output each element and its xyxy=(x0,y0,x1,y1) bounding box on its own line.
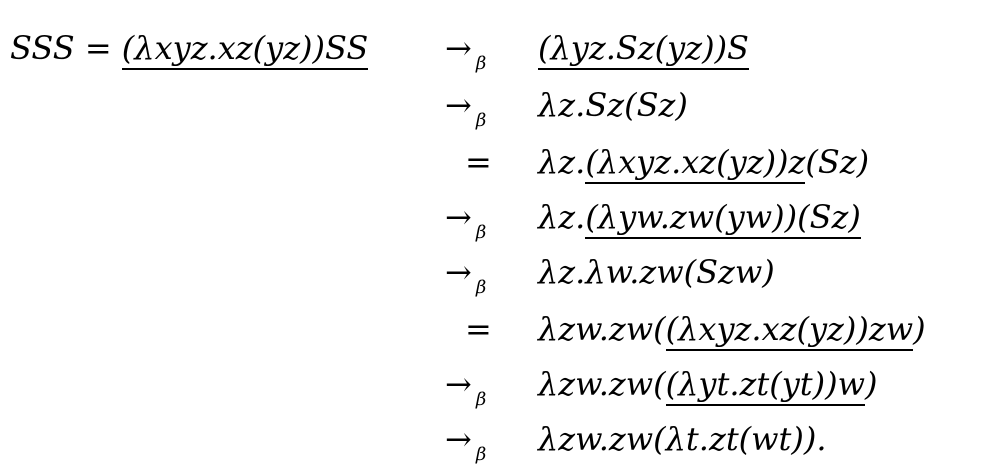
step-text-after: ) xyxy=(913,310,926,348)
step-expression-5 xyxy=(538,303,926,355)
step-redex: (λyz.Sz(yz))S xyxy=(538,29,749,70)
relation-3 xyxy=(445,191,525,249)
relation-7 xyxy=(445,413,525,471)
step-expression-4 xyxy=(538,246,775,298)
derivation-row-3 xyxy=(0,191,1002,243)
relation-subscript: β xyxy=(475,222,487,243)
relation-subscript: β xyxy=(475,389,487,410)
relation-symbol: = xyxy=(465,310,492,348)
step-text-after: ) xyxy=(865,365,878,403)
relation-6 xyxy=(445,358,525,416)
step-text: λzw.zw( xyxy=(538,310,666,348)
step-redex: (λyt.zt(yt))w xyxy=(666,365,865,406)
step-expression-1 xyxy=(538,79,688,131)
step-expression-0 xyxy=(538,22,749,74)
lhs-redex: (λxyz.xz(yz))SS xyxy=(122,29,369,70)
step-text-after: (Sz) xyxy=(805,143,870,181)
step-text: λzw.zw(λt.zt(wt)). xyxy=(538,420,827,458)
relation-symbol: → xyxy=(445,29,472,67)
step-redex: (λxyz.xz(yz))zw xyxy=(666,310,913,351)
relation-subscript: β xyxy=(475,444,487,465)
derivation-row-1 xyxy=(0,79,1002,131)
step-expression-7 xyxy=(538,413,827,465)
derivation-row-4 xyxy=(0,246,1002,298)
step-redex: (λxyz.xz(yz))z xyxy=(585,143,805,184)
step-text: λz.λw.zw(Szw) xyxy=(538,253,775,291)
relation-symbol: → xyxy=(445,86,472,124)
relation-0 xyxy=(445,22,525,80)
step-text: λz. xyxy=(538,198,586,236)
relation-symbol: → xyxy=(445,198,472,236)
derivation-row-0 xyxy=(0,22,1002,74)
step-expression-2 xyxy=(538,136,869,188)
step-redex: (λyw.zw(yw))(Sz) xyxy=(585,198,861,239)
relation-symbol: → xyxy=(445,420,472,458)
derivation-row-5 xyxy=(0,303,1002,355)
lhs-expression xyxy=(10,22,368,74)
step-expression-3 xyxy=(538,191,861,243)
step-expression-6 xyxy=(538,358,878,410)
relation-symbol: → xyxy=(445,365,472,403)
relation-symbol: = xyxy=(465,143,492,181)
step-text: λz. xyxy=(538,143,586,181)
step-text: λz.Sz(Sz) xyxy=(538,86,688,124)
relation-subscript: β xyxy=(475,110,487,131)
derivation-row-2 xyxy=(0,136,1002,188)
relation-1 xyxy=(445,79,525,137)
relation-5 xyxy=(445,303,525,355)
step-text: λzw.zw( xyxy=(538,365,666,403)
relation-symbol: → xyxy=(445,253,472,291)
derivation-row-6 xyxy=(0,358,1002,410)
derivation-row-7 xyxy=(0,413,1002,465)
lhs-prefix: SSS = xyxy=(10,29,122,67)
relation-subscript: β xyxy=(475,277,487,298)
relation-4 xyxy=(445,246,525,304)
relation-subscript: β xyxy=(475,53,487,74)
relation-2 xyxy=(445,136,525,188)
